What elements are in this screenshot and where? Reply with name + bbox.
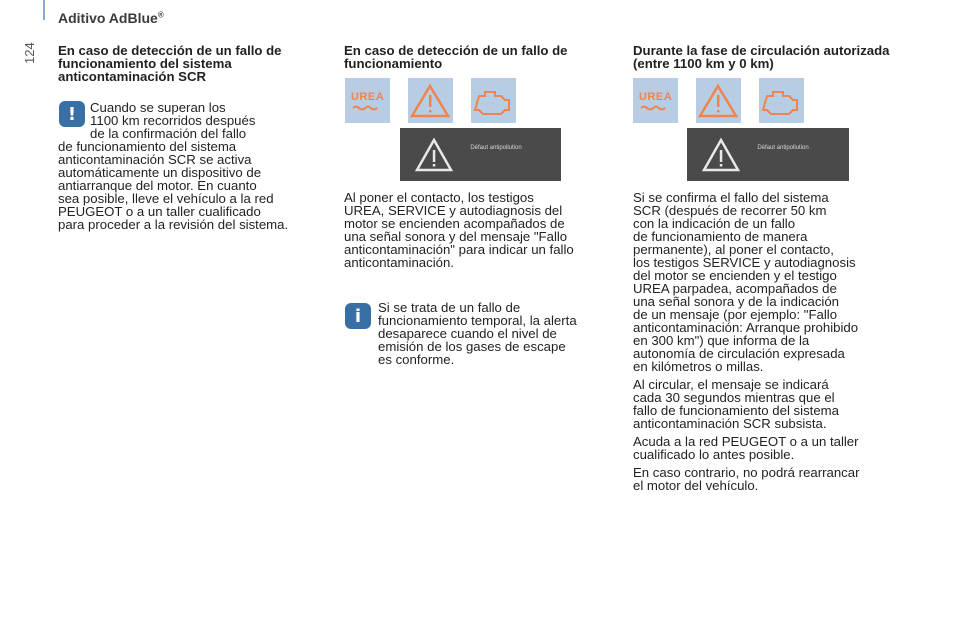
col3-heading: Durante la fase de circulación autorizada (entre 1100 km y 0 km) (633, 43, 890, 71)
text-line: el motor del vehículo. (633, 478, 759, 493)
text-line: anticontaminación SCR se activa (58, 152, 252, 167)
text-line: UREA parpadea, acompañados de (633, 281, 837, 296)
col2-info-note (344, 301, 624, 366)
text-line: con la indicación de un fallo (633, 216, 796, 231)
col3-text (633, 191, 923, 492)
dashboard-display-2 (687, 128, 849, 181)
paragraph (633, 191, 923, 373)
section-title: Aditivo AdBlue® (58, 10, 164, 26)
display-message: Défaut antipollution (470, 145, 522, 151)
warning-icon: ! (59, 101, 85, 127)
text-line: PEUGEOT o a un taller cualificado (58, 204, 261, 219)
dashboard-display (400, 128, 561, 181)
col2-info-text (378, 301, 624, 366)
col2-heading: En caso de detección de un fallo de funcionamiento (344, 43, 568, 71)
col1-text (58, 101, 338, 231)
text-line: en 300 km") que informa de la (633, 333, 810, 348)
text-line: anticontaminación. (344, 255, 454, 270)
text-line: de funcionamiento de manera (633, 229, 808, 244)
text-line: fallo de funcionamiento del sistema (633, 403, 839, 418)
text-line: 1100 km recorridos después (90, 113, 256, 128)
header-accent-bar (43, 0, 45, 20)
column-scr-fault (58, 44, 338, 231)
text-line: Cuando se superan los (90, 100, 226, 115)
text-line: Al poner el contacto, los testigos (344, 190, 534, 205)
text-line: Si se trata de un fallo de (378, 300, 521, 315)
text-line: anticontaminación SCR subsista. (633, 416, 827, 431)
text-line: es conforme. (378, 352, 455, 367)
text-line: Al circular, el mensaje se indicará (633, 377, 829, 392)
urea-lamp: UREA (345, 78, 390, 123)
text-line: antiarranque del motor. En cuanto (58, 178, 257, 193)
engine-diagnosis-lamp (471, 78, 516, 123)
service-warning-lamp (408, 78, 453, 123)
text-line: Acuda a la red PEUGEOT o a un taller (633, 434, 859, 449)
text-line: del motor se encienden y el testigo (633, 268, 837, 283)
info-icon: i (345, 303, 371, 329)
service-warning-lamp-2 (696, 78, 741, 123)
engine-diagnosis-lamp-2 (759, 78, 804, 123)
column-fault-detection (344, 44, 624, 70)
text-line: anticontaminación: Arranque prohibido (633, 320, 859, 335)
text-line: de un mensaje (por ejemplo: "Fallo (633, 307, 838, 322)
text-line: de la confirmación del fallo (90, 126, 247, 141)
text-line: cada 30 segundos mientras que el (633, 390, 835, 405)
text-line: en kilómetros o millas. (633, 359, 764, 374)
text-line: los testigos SERVICE y autodiagnosis (633, 255, 856, 270)
text-line: En caso contrario, no podrá rearrancar (633, 465, 860, 480)
text-line: Si se confirma el fallo del sistema (633, 190, 829, 205)
text-line: anticontaminación" para indicar un fallo (344, 242, 574, 257)
col1-heading: En caso de detección de un fallo de funcionamiento del sistema anticontaminación SCR (58, 43, 282, 84)
text-line: una señal sonora y del mensaje "Fallo (344, 229, 568, 244)
text-line: cualificado lo antes posible. (633, 447, 795, 462)
text-line: permanente), al poner el contacto, (633, 242, 834, 257)
text-line: UREA, SERVICE y autodiagnosis del (344, 203, 563, 218)
urea-lamp-2: UREA (633, 78, 678, 123)
text-line: una señal sonora y de la indicación (633, 294, 840, 309)
text-line: para proceder a la revisión del sistema. (58, 217, 289, 232)
col1-warning-note (58, 101, 338, 231)
paragraph (633, 378, 923, 430)
text-line: emisión de los gases de escape (378, 339, 566, 354)
col2-text (344, 191, 624, 269)
text-line: funcionamiento temporal, la alerta (378, 313, 577, 328)
text-line: desaparece cuando el nivel de (378, 326, 557, 341)
text-line: sea posible, lleve el vehículo a la red (58, 191, 274, 206)
column-authorised-driving (633, 44, 923, 70)
text-line: SCR (después de recorrer 50 km (633, 203, 827, 218)
page-number: 124 (22, 42, 37, 64)
text-line: automáticamente un dispositivo de (58, 165, 262, 180)
text-line: autonomía de circulación expresada (633, 346, 845, 361)
display-message-2: Défaut antipollution (757, 145, 809, 151)
paragraph (633, 435, 923, 461)
paragraph (633, 466, 923, 492)
text-line: de funcionamiento del sistema (58, 139, 237, 154)
text-line: motor se encienden acompañados de (344, 216, 565, 231)
